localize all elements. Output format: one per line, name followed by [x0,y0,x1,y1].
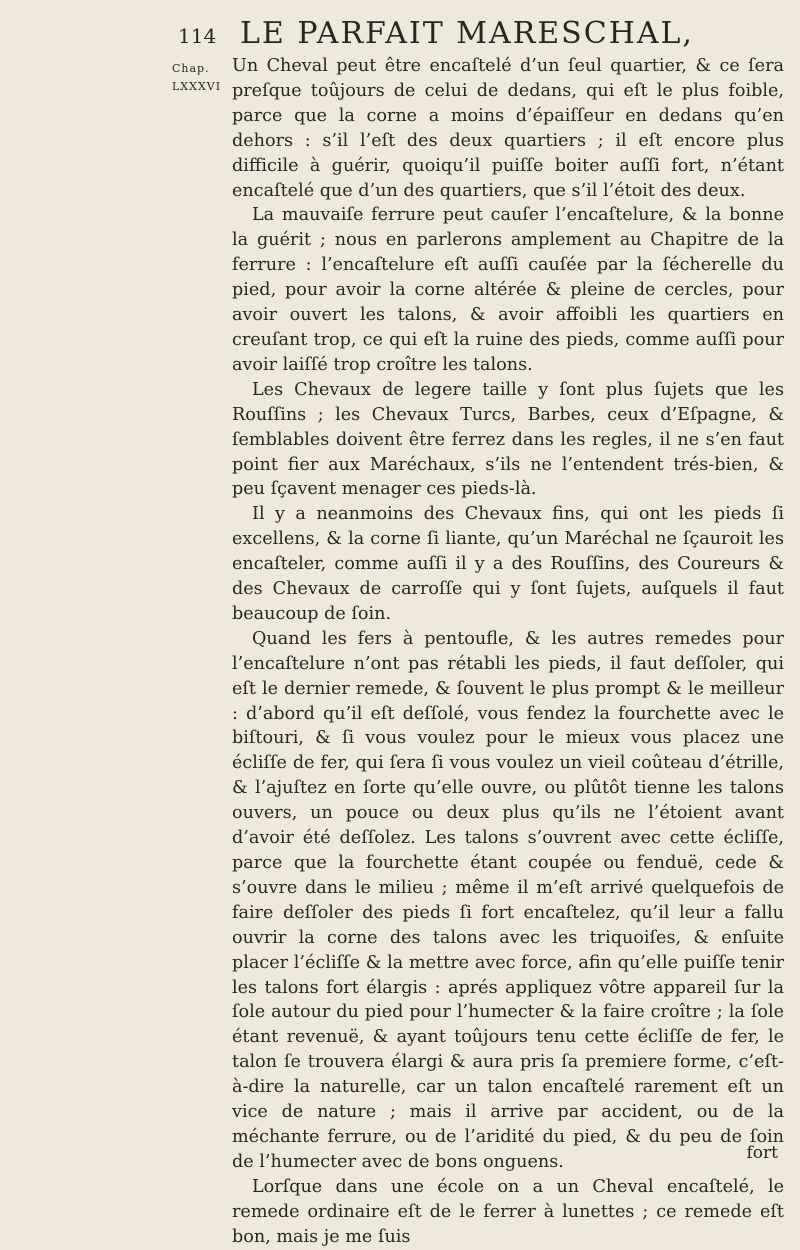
running-title: LE PARFAIT MARESCHAL, [240,16,694,51]
catchword: fort [746,1143,778,1163]
paragraph: La mauvaiſe ferrure peut cauſer l’encaſtelure, & la bonne la guérit ; nous en parlerons amplement au Chapitre de la ferrure : l’encaſtelure eſt auſſi cauſée par la ſécherelle du pied, pour avoir la corne altérée & pleine de cercles, pour avoir ouvert les talons, & avoir affoibli les quartiers en creuſant trop, ce qui eſt la ruine des pieds, comme auſſi pour avoir laiſſé trop croître les talons. [232,205,784,375]
body-text [232,54,784,1250]
paragraph: Il y a neanmoins des Chevaux fins, qui ont les pieds ſi excellens, & la corne ſi liante, qu’un Maréchal ne ſçauroit les encaſteler, comme auſſi il y a des Rouſſins, des Coureurs & des Chevaux de carroſſe qui y ſont ſujets, auſquels il faut beaucoup de ſoin. [232,504,784,624]
paragraph: Un Cheval peut être encaſtelé d’un ſeul quartier, & ce ſera preſque toûjours de celui de dedans, qui eſt le plus foible, parce que la corne a moins d’épaiſſeur en dedans qu’en dehors : s’il l’eſt des deux quartiers ; il eſt encore plus difficile à guérir, quoiqu’il puiſſe boiter auſſi fort, n’étant encaſtelé que d’un des quartiers, que s’il l’étoit des deux. [232,56,784,201]
paragraph: Quand les fers à pentoufle, & les autres remedes pour l’encaſtelure n’ont pas rétabli les pieds, il faut deſſoler, qui eſt le dernier remede, & ſouvent le plus prompt & le meilleur : d’abord qu’il eſt deſſolé, vous fendez la fourchette avec le biſtouri, & ſi vous voulez pour le mieux vous placez une écliſſe de fer, qui ſera ſi vous voulez un vieil coûteau d’étrille, & l’ajuſtez en ſorte qu’elle ouvre, ou plûtôt tienne les talons ouvers, un pouce ou deux plus qu’ils ne l’étoient avant d’avoir été deſſolez. Les talons s’ouvrent avec cette écliſſe, parce que la fourchette étant coupée ou fenduë, cede & s’ouvre dans le milieu ; même il m’eſt arrivé quelquefois de faire deſſoler des pieds ſi fort encaſtelez, qu’il leur a fallu ouvrir la corne des talons avec les triquoiſes, & enſuite placer l’écliſſe & la mettre avec force, afin qu’elle puiſſe tenir les talons fort élargis : aprés appliquez vôtre appareil ſur la ſole autour du pied pour l’humecter & la faire croître ; la ſole étant revenuë, & ayant toûjours tenu cette écliſſe de fer, le talon ſe trouvera élargi & aura pris ſa premiere forme, c’eſt-à-dire la naturelle, car un talon encaſtelé rarement eſt un vice de nature ; mais il arrive par accident, ou de la méchante ferrure, ou de l’aridité du pied, & du peu de ſoin de l’humecter avec de bons onguens. [232,628,784,1172]
paragraph: Lorſque dans une école on a un Cheval encaſtelé, le remede ordinaire eſt de le ferrer à lunettes ; ce remede eſt bon, mais je me ſuis [232,1176,784,1247]
chapter-margin-note [172,60,221,96]
page-header [178,16,698,51]
chapter-label: Chap. [172,62,210,75]
chapter-number: LXXXVI [172,80,222,93]
paragraph: Les Chevaux de legere taille y ſont plus ſujets que les Rouſſins ; les Chevaux Turcs, Barbes, ceux d’Eſpagne, & ſemblables doivent être ferrez dans les regles, il ne s’en faut point fier aux Maréchaux, s’ils ne l’entendent trés-bien, & peu ſçavent menager ces pieds-là. [232,379,784,500]
page-number: 114 [178,24,217,48]
